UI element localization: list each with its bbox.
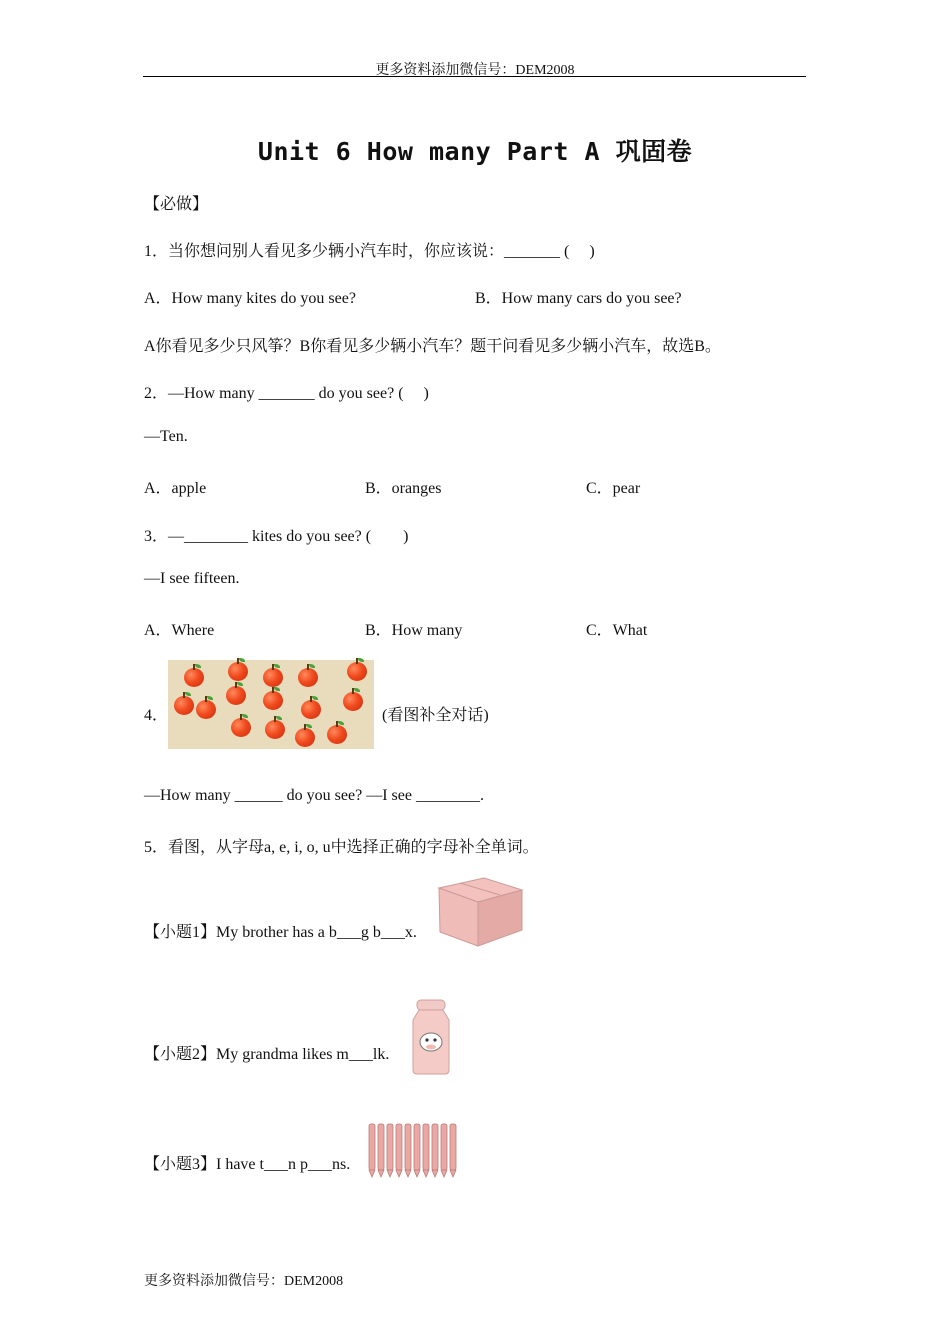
- q5-stem: 5．看图，从字母a, e, i, o, u中选择正确的字母补全单词。: [144, 839, 539, 856]
- pens-picture: [366, 1120, 458, 1178]
- apple-icon: [196, 700, 216, 719]
- q2-option-b: B．oranges: [365, 480, 442, 497]
- q4-note: (看图补全对话): [382, 707, 489, 724]
- page-footer: 更多资料添加微信号：DEM2008: [144, 1274, 344, 1289]
- apple-icon: [174, 696, 194, 715]
- apple-icon: [295, 728, 315, 747]
- q3-option-b: B．How many: [365, 622, 463, 639]
- apple-icon: [265, 720, 285, 739]
- q5-sub3: 【小题3】I have t___n p___ns.: [144, 1156, 351, 1173]
- q1-option-b: B．How many cars do you see?: [475, 290, 682, 307]
- apple-icon: [263, 668, 283, 687]
- q3-answer-line: —I see fifteen.: [144, 570, 240, 587]
- apple-icon: [184, 668, 204, 687]
- q4-number: 4．: [144, 707, 169, 724]
- page-header: 更多资料添加微信号：DEM2008: [375, 63, 575, 78]
- q2-stem: 2．—How many _______ do you see? ( ): [144, 385, 429, 402]
- q2-answer-line: —Ten.: [144, 428, 188, 445]
- q1-option-a: A．How many kites do you see?: [144, 290, 356, 307]
- apple-icon: [343, 692, 363, 711]
- page-title: Unit 6 How many Part A 巩固卷: [257, 137, 693, 166]
- q3-option-c: C．What: [586, 622, 648, 639]
- q3-stem: 3．—________ kites do you see? ( ): [144, 528, 409, 545]
- apple-icon: [327, 725, 347, 744]
- q5-sub2: 【小题2】My grandma likes m___lk.: [144, 1046, 390, 1063]
- q3-option-a: A．Where: [144, 622, 215, 639]
- apple-icon: [226, 686, 246, 705]
- milk-bottle-picture: [407, 998, 455, 1076]
- apple-icon: [231, 718, 251, 737]
- q5-sub1: 【小题1】My brother has a b___g b___x.: [144, 924, 417, 941]
- q2-option-a: A．apple: [144, 480, 207, 497]
- apples-picture: [168, 660, 374, 749]
- apple-icon: [228, 662, 248, 681]
- section-label: 【必做】: [144, 196, 209, 213]
- apple-icon: [298, 668, 318, 687]
- apple-icon: [263, 691, 283, 710]
- q2-option-c: C．pear: [586, 480, 641, 497]
- q1-analysis: A你看见多少只风筝？B你看见多少辆小汽车？题干问看见多少辆小汽车，故选B。: [144, 338, 721, 355]
- apple-icon: [301, 700, 321, 719]
- box-picture: [436, 874, 526, 950]
- q4-dialogue: —How many ______ do you see? —I see ________.: [144, 787, 484, 804]
- apple-icon: [347, 662, 367, 681]
- header-divider: [143, 76, 806, 77]
- q1-stem: 1．当你想问别人看见多少辆小汽车时，你应该说：_______ ( ): [144, 243, 595, 260]
